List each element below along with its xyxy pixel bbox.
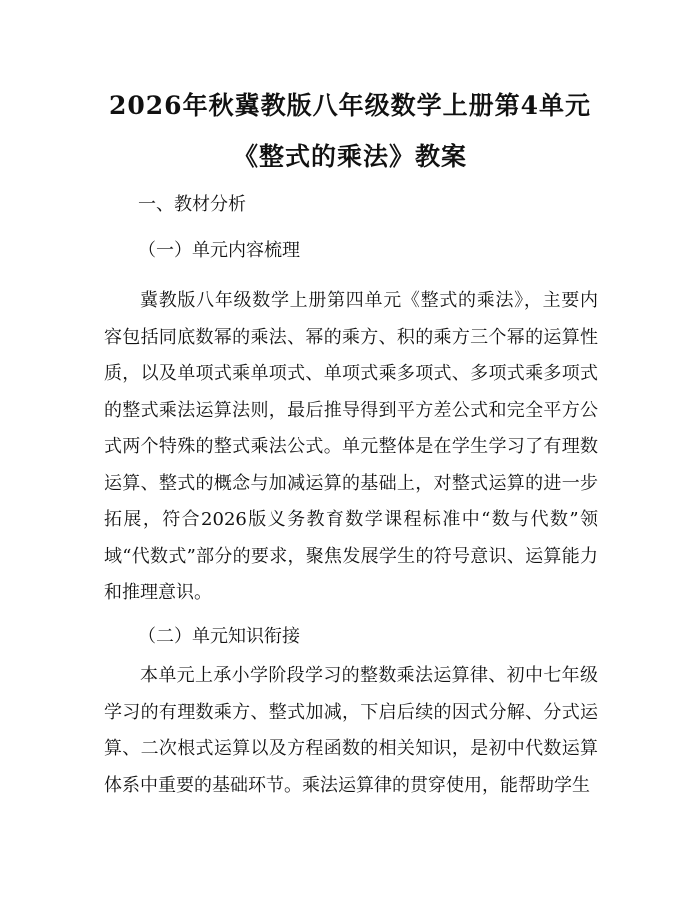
subsection-heading-knowledge-connection: （二）单元知识衔接 [138, 626, 300, 647]
section-heading-textbook-analysis: 一、教材分析 [138, 194, 246, 215]
document-title-line2: 《整式的乘法》教案 [232, 142, 467, 171]
document-title-line1: 2026年秋冀教版八年级数学上册第4单元 [109, 91, 591, 120]
paragraph-unit-content: 冀教版八年级数学上册第四单元《整式的乘法》，主要内容包括同底数幂的乘法、幂的乘方、积的乘方三个幂的运算性质，以及单项式乘单项式、单项式乘多项式、多项式乘多项式的整式乘法运算法则，最后推导得到平方差公式和完全平方公式两个特殊的整式乘法公式。单元整体是在学生学习了有理数运算、整式的概念与加减运算的基础上，对整式运算的进一步拓展，符合2026版义务教育数学课程标准中“数与代数”领域“代数式”部分的要求，聚焦发展学生的符号意识、运算能力和推理意识。 [104, 290, 598, 603]
paragraph-knowledge-connection: 本单元上承小学阶段学习的整数乘法运算律、初中七年级学习的有理数乘方、整式加减，下启后续的因式分解、分式运算、二次根式运算以及方程函数的相关知识，是初中代数运算体系中重要的基础环节。乘法运算律的贯穿使用，能帮助学生 [104, 665, 598, 796]
subsection-heading-unit-content: （一）单元内容梳理 [138, 240, 300, 261]
